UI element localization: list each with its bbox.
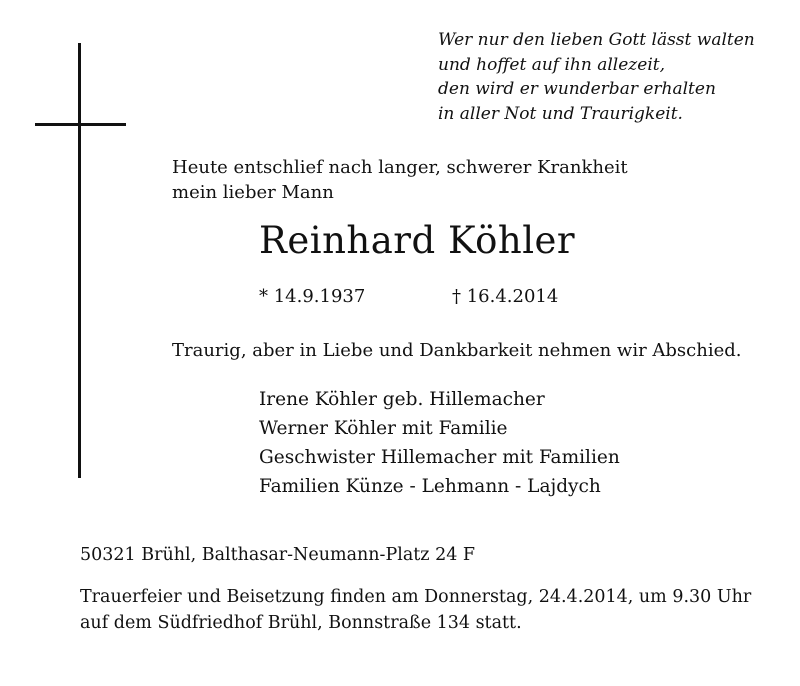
funeral-service-info (80, 584, 751, 636)
mourner-entry: Werner Köhler mit Familie (259, 418, 508, 439)
farewell-text: Traurig, aber in Liebe und Dankbarkeit nehmen wir Abschied. (172, 340, 742, 361)
verse-line: den wird er wunderbar erhalten (438, 79, 716, 99)
cross-horizontal-bar (35, 123, 126, 126)
verse-line: in aller Not und Traurigkeit. (438, 103, 683, 124)
birth-date: * 14.9.1937 (259, 286, 366, 307)
intro-line: Heute entschlief nach langer, schwerer Krankheit (172, 157, 628, 178)
death-announcement-intro (172, 155, 628, 205)
bible-verse (438, 28, 755, 126)
verse-line: und hoffet auf ihn allezeit, (438, 54, 665, 75)
cross-vertical-bar (78, 43, 81, 478)
service-line: auf dem Südfriedhof Brühl, Bonnstraße 134 statt. (80, 613, 522, 633)
intro-line: mein lieber Mann (172, 182, 334, 203)
mourner-entry: Irene Köhler geb. Hillemacher (259, 389, 545, 410)
mourner-entry: Geschwister Hillemacher mit Familien (259, 447, 620, 468)
verse-line: Wer nur den lieben Gott lässt walten (438, 30, 755, 50)
mourners-list (259, 385, 620, 501)
death-date: † 16.4.2014 (452, 286, 559, 307)
mourner-entry: Familien Künze - Lehmann - Lajdych (259, 476, 601, 497)
family-address: 50321 Brühl, Balthasar-Neumann-Platz 24 F (80, 545, 476, 565)
service-line: Trauerfeier und Beisetzung finden am Donnerstag, 24.4.2014, um 9.30 Uhr (80, 587, 752, 607)
deceased-name: Reinhard Köhler (259, 219, 576, 262)
